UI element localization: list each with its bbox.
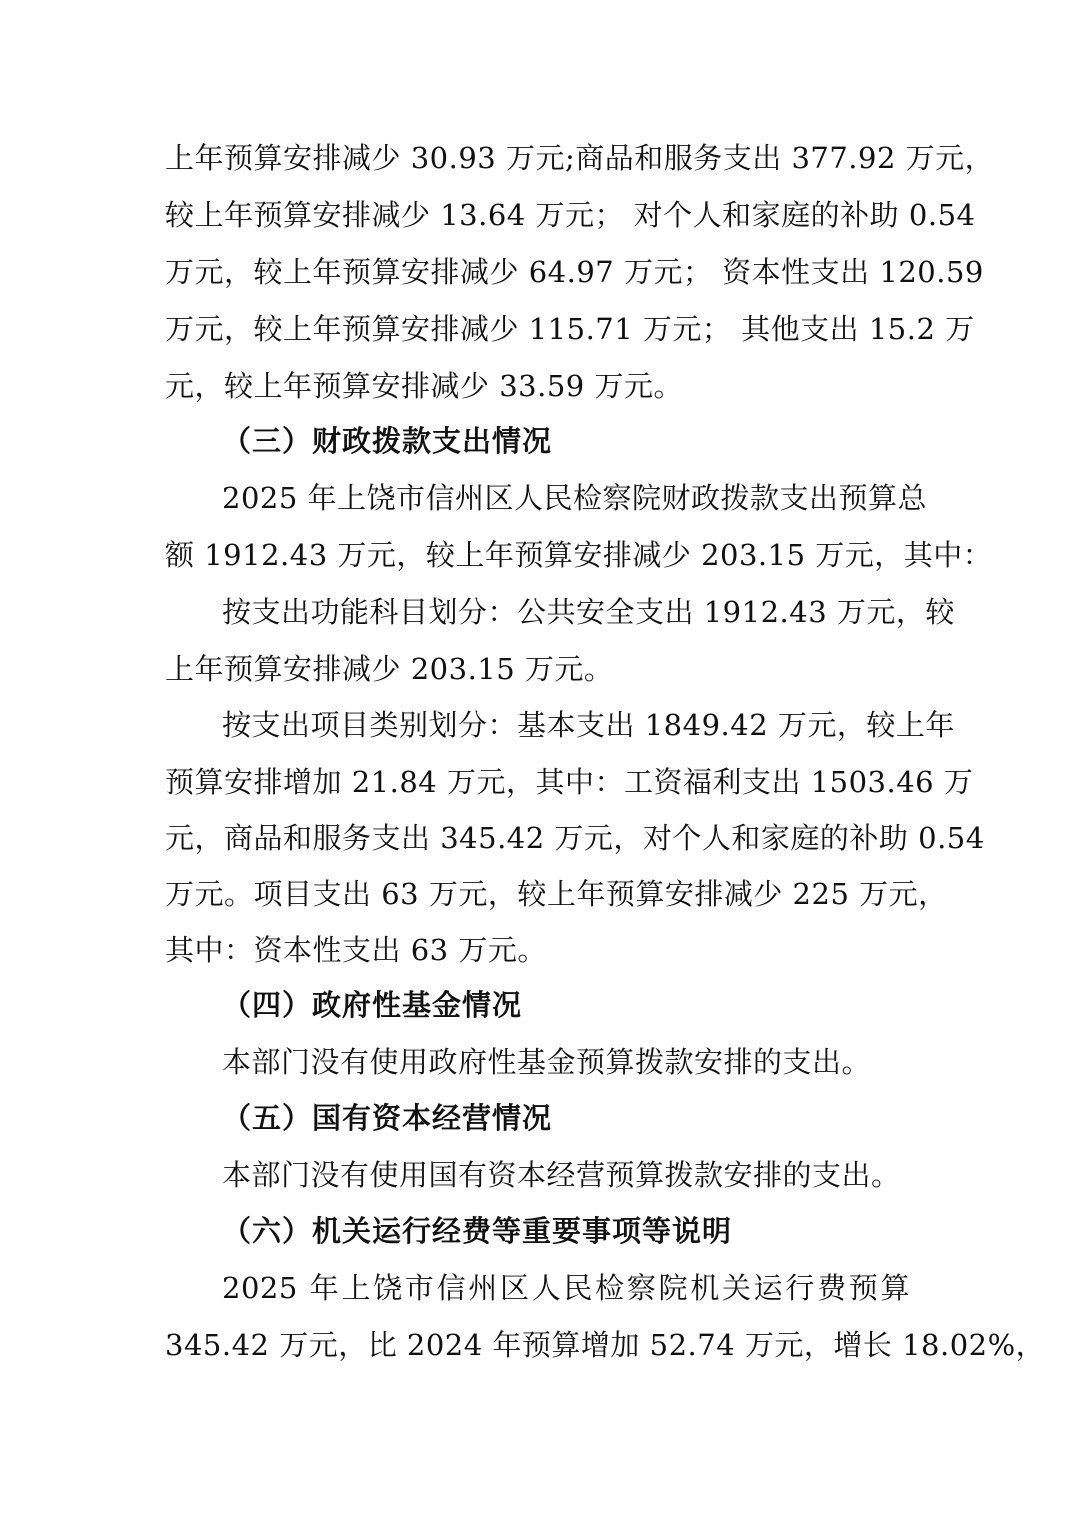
paragraph-line: 万元，较上年预算安排减少 115.71 万元； 其他支出 15.2 万 bbox=[165, 312, 975, 346]
section-heading: （六）机关运行经费等重要事项等说明 bbox=[222, 1214, 733, 1248]
paragraph-line: 按支出项目类别划分：基本支出 1849.42 万元，较上年 bbox=[222, 708, 955, 742]
paragraph-line: 本部门没有使用国有资本经营预算拨款安排的支出。 bbox=[222, 1158, 901, 1192]
paragraph-line: 万元。项目支出 63 万元，较上年预算安排减少 225 万元， bbox=[165, 877, 948, 911]
paragraph-line: 预算安排增加 21.84 万元，其中：工资福利支出 1503.46 万 bbox=[165, 765, 974, 799]
paragraph-line: 其中：资本性支出 63 万元。 bbox=[165, 933, 547, 967]
paragraph-line: 元，商品和服务支出 345.42 万元，对个人和家庭的补助 0.54 bbox=[165, 821, 985, 855]
paragraph-line: 较上年预算安排减少 13.64 万元； 对个人和家庭的补助 0.54 bbox=[165, 198, 976, 232]
paragraph-line: 按支出功能科目划分：公共安全支出 1912.43 万元，较 bbox=[222, 595, 955, 629]
paragraph-line: 万元，较上年预算安排减少 64.97 万元； 资本性支出 120.59 bbox=[165, 255, 984, 289]
paragraph-line: 上年预算安排减少 30.93 万元;商品和服务支出 377.92 万元， bbox=[165, 141, 995, 175]
paragraph-line: 本部门没有使用政府性基金预算拨款安排的支出。 bbox=[222, 1045, 872, 1079]
section-heading: （三）财政拨款支出情况 bbox=[222, 424, 553, 458]
paragraph-line: 2025 年上饶市信州区人民检察院机关运行费预算 bbox=[222, 1271, 910, 1305]
paragraph-line: 345.42 万元，比 2024 年预算增加 52.74 万元，增长 18.02%， bbox=[165, 1328, 1046, 1362]
paragraph-line: 2025 年上饶市信州区人民检察院财政拨款支出预算总 bbox=[222, 481, 928, 515]
section-heading: （四）政府性基金情况 bbox=[222, 988, 523, 1022]
section-heading: （五）国有资本经营情况 bbox=[222, 1101, 553, 1135]
paragraph-line: 上年预算安排减少 203.15 万元。 bbox=[165, 652, 614, 686]
paragraph-line: 额 1912.43 万元，较上年预算安排减少 203.15 万元，其中： bbox=[165, 538, 993, 572]
paragraph-line: 元，较上年预算安排减少 33.59 万元。 bbox=[165, 369, 683, 403]
